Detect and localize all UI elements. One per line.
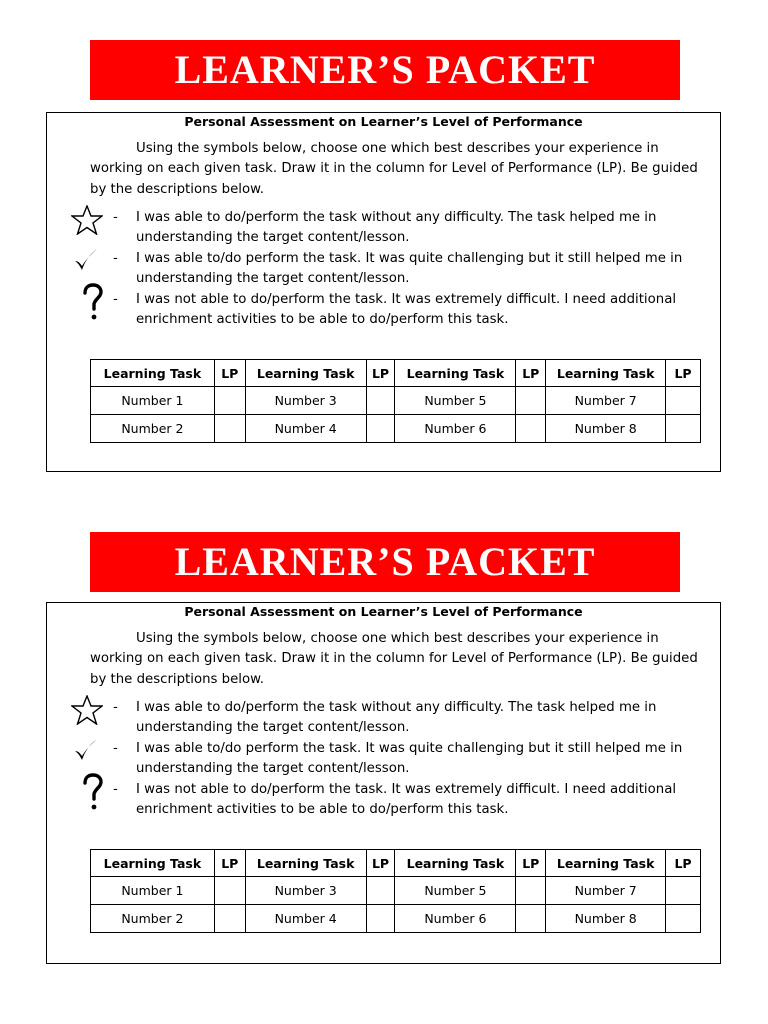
- question-mark-icon: [81, 772, 105, 814]
- table-row: [91, 387, 701, 415]
- item-dash: -: [113, 251, 118, 266]
- task-cell: Number 5: [395, 877, 516, 905]
- lp-cell: [214, 905, 245, 933]
- task-cell: Number 6: [395, 905, 516, 933]
- header-cell: Learning Task: [395, 360, 516, 387]
- header-cell: Learning Task: [91, 360, 215, 387]
- table-row: [91, 877, 701, 905]
- lp-cell: [516, 905, 546, 933]
- header-cell: LP: [516, 360, 546, 387]
- assessment-card: [46, 112, 721, 472]
- header-cell: LP: [366, 360, 395, 387]
- lp-cell: [214, 415, 245, 443]
- star-icon: [71, 695, 103, 725]
- task-cell: Number 8: [546, 905, 666, 933]
- checkmark-icon: [73, 738, 99, 762]
- header-cell: LP: [214, 850, 245, 877]
- task-cell: Number 3: [245, 877, 366, 905]
- item-dash: -: [113, 741, 118, 756]
- task-cell: Number 7: [546, 387, 666, 415]
- lp-table: [90, 849, 701, 933]
- task-cell: Number 7: [546, 877, 666, 905]
- packet-banner: LEARNER’S PACKET: [90, 40, 680, 100]
- item-text: I was able to/do perform the task. It was quite challenging but it still helped me in understanding the target content/lesson.: [136, 251, 683, 287]
- header-cell: Learning Task: [245, 850, 366, 877]
- task-cell: Number 6: [395, 415, 516, 443]
- lp-cell: [366, 905, 395, 933]
- header-cell: LP: [666, 850, 701, 877]
- item-dash: -: [113, 210, 118, 225]
- task-cell: Number 3: [245, 387, 366, 415]
- item-dash: -: [113, 782, 118, 797]
- intro-paragraph: Using the symbols below, choose one which best describes your experience in working on each given task. Draw it in the column for Level of Performance (LP). Be guided by the descriptions below.: [90, 141, 698, 197]
- header-cell: Learning Task: [546, 360, 666, 387]
- task-cell: Number 4: [245, 415, 366, 443]
- item-dash: -: [113, 700, 118, 715]
- item-text: I was able to do/perform the task without any difficulty. The task helped me in understanding the target content/lesson.: [136, 700, 657, 736]
- card-title: Personal Assessment on Learner’s Level of Performance: [184, 604, 583, 619]
- item-dash: -: [113, 292, 118, 307]
- header-cell: LP: [666, 360, 701, 387]
- header-cell: LP: [516, 850, 546, 877]
- lp-cell: [666, 905, 701, 933]
- lp-cell: [666, 415, 701, 443]
- lp-cell: [666, 877, 701, 905]
- item-text: I was not able to do/perform the task. It was extremely difficult. I need additional enrichment activities to be able to do/perform this task.: [136, 292, 677, 328]
- lp-table: [90, 359, 701, 443]
- table-row: [91, 905, 701, 933]
- header-cell: Learning Task: [91, 850, 215, 877]
- assessment-card: [46, 602, 721, 964]
- lp-cell: [516, 877, 546, 905]
- lp-cell: [366, 877, 395, 905]
- table-header-row: [91, 850, 701, 877]
- table-header-row: [91, 360, 701, 387]
- packet-banner: LEARNER’S PACKET: [90, 532, 680, 592]
- question-mark-icon: [81, 282, 105, 324]
- header-cell: Learning Task: [395, 850, 516, 877]
- lp-cell: [516, 415, 546, 443]
- task-cell: Number 1: [91, 877, 215, 905]
- star-icon: [71, 205, 103, 235]
- header-cell: Learning Task: [245, 360, 366, 387]
- task-cell: Number 1: [91, 387, 215, 415]
- task-cell: Number 2: [91, 415, 215, 443]
- header-cell: LP: [366, 850, 395, 877]
- task-cell: Number 8: [546, 415, 666, 443]
- lp-cell: [366, 415, 395, 443]
- header-cell: LP: [214, 360, 245, 387]
- intro-paragraph: Using the symbols below, choose one which best describes your experience in working on each given task. Draw it in the column for Level of Performance (LP). Be guided by the descriptions below.: [90, 631, 698, 687]
- header-cell: Learning Task: [546, 850, 666, 877]
- table-row: [91, 415, 701, 443]
- item-text: I was able to/do perform the task. It was quite challenging but it still helped me in understanding the target content/lesson.: [136, 741, 683, 777]
- item-text: I was able to do/perform the task without any difficulty. The task helped me in understanding the target content/lesson.: [136, 210, 657, 246]
- lp-cell: [516, 387, 546, 415]
- lp-cell: [214, 387, 245, 415]
- checkmark-icon: [73, 248, 99, 272]
- task-cell: Number 5: [395, 387, 516, 415]
- task-cell: Number 2: [91, 905, 215, 933]
- card-title: Personal Assessment on Learner’s Level of Performance: [184, 114, 583, 129]
- task-cell: Number 4: [245, 905, 366, 933]
- lp-cell: [666, 387, 701, 415]
- lp-cell: [214, 877, 245, 905]
- item-text: I was not able to do/perform the task. It was extremely difficult. I need additional enrichment activities to be able to do/perform this task.: [136, 782, 677, 818]
- lp-cell: [366, 387, 395, 415]
